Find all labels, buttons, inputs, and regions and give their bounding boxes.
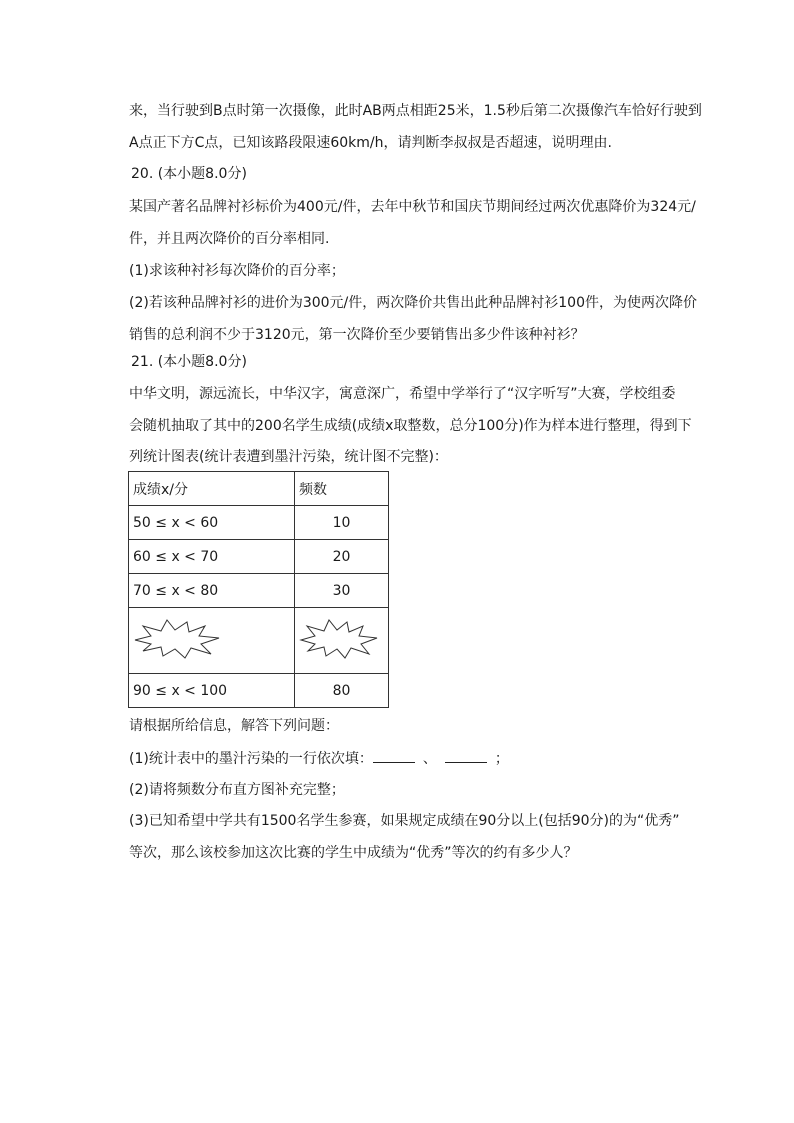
q20-part-1: (1)求该种衬衫每次降价的百分率； — [129, 263, 345, 279]
table-cell-count: 20 — [295, 540, 389, 574]
table-row — [129, 506, 389, 540]
q20-part-2-line-2: 销售的总利润不少于3120元，第一次降价至少要销售出多少件该种衬衫？ — [129, 327, 585, 343]
table-cell-range: 50 ≤ x < 60 — [129, 506, 295, 540]
table-cell-count: 30 — [295, 574, 389, 608]
continued-line-2: A点正下方C点，已知该路段限速60km/h，请判断李叔叔是否超速，说明理由. — [129, 135, 612, 151]
table-cell-count: 80 — [295, 674, 389, 708]
answer-blank-2[interactable] — [445, 748, 487, 763]
table-cell-range: 70 ≤ x < 80 — [129, 574, 295, 608]
q21-stem-line-2: 会随机抽取了其中的200名学生成绩(成绩x取整数，总分100分)作为样本进行整理，得到下 — [129, 418, 692, 434]
table-row — [129, 674, 389, 708]
q21-part-1-end: ； — [494, 751, 509, 767]
q21-stem-line-1: 中华文明，源远流长，中华汉字，寓意深广，希望中学举行了“汉字听写”大赛，学校组委 — [129, 386, 676, 402]
q21-part-3-line-2: 等次，那么该校参加这次比赛的学生中成绩为“优秀”等次的约有多少人？ — [129, 845, 578, 861]
ink-stain-cell — [129, 608, 295, 674]
table-header-row — [129, 472, 389, 506]
q21-stem-line-3: 列统计图表(统计表遭到墨汁污染，统计图不完整)： — [129, 449, 448, 465]
table-cell-range: 60 ≤ x < 70 — [129, 540, 295, 574]
ink-splash-icon — [299, 618, 379, 660]
q21-part-3-line-1: (3)已知希望中学共有1500名学生参赛，如果规定成绩在90分以上(包括90分)的为“优秀” — [129, 813, 680, 829]
q21-part-1-text: (1)统计表中的墨汁污染的一行依次填： — [129, 751, 373, 767]
table-header-frequency: 频数 — [295, 472, 389, 506]
q20-header: 20. (本小题8.0分) — [131, 166, 247, 182]
q20-stem-line-1: 某国产著名品牌衬衫标价为400元/件，去年中秋节和国庆节期间经过两次优惠降价为324元/ — [129, 199, 696, 215]
frequency-table — [128, 471, 389, 708]
table-row — [129, 540, 389, 574]
table-cell-range: 90 ≤ x < 100 — [129, 674, 295, 708]
table-cell-count: 10 — [295, 506, 389, 540]
ink-splash-icon — [133, 618, 223, 660]
continued-line-1: 来，当行驶到B点时第一次摄像，此时AB两点相距25米，1.5秒后第二次摄像汽车恰好行驶到 — [129, 103, 702, 119]
q21-header: 21. (本小题8.0分) — [131, 354, 247, 370]
q21-part-1 — [129, 748, 509, 769]
ink-stain-cell — [295, 608, 389, 674]
table-header-score: 成绩x/分 — [129, 472, 295, 506]
table-row — [129, 574, 389, 608]
q20-stem-line-2: 件，并且两次降价的百分率相同. — [129, 231, 330, 247]
ink-stained-row — [129, 608, 389, 674]
answer-blank-1[interactable] — [373, 748, 415, 763]
q21-part-1-separator: 、 — [422, 751, 437, 767]
q20-part-2-line-1: (2)若该种品牌衬衫的进价为300元/件，两次降价共售出此种品牌衬衫100件，为使两次降价 — [129, 295, 697, 311]
q21-prompt: 请根据所给信息，解答下列问题： — [129, 718, 339, 734]
q21-part-2: (2)请将频数分布直方图补充完整； — [129, 782, 345, 798]
